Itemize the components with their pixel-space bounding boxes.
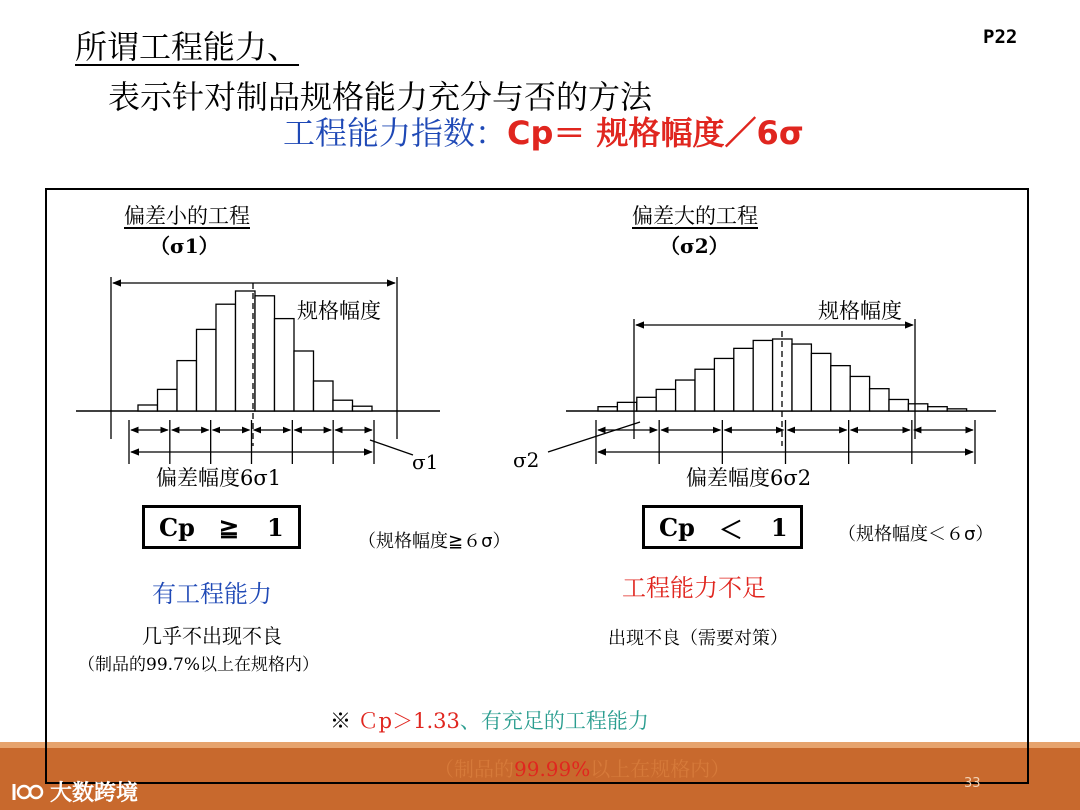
left-cp-value: 1 (267, 512, 284, 542)
left-bar (138, 405, 158, 411)
left-bar (333, 400, 353, 411)
right-bar (850, 376, 869, 411)
left-cp-box (142, 505, 301, 549)
left-cp-text: Cp (159, 512, 195, 542)
right-sigma-label: （σ2） (660, 234, 729, 258)
right-desc-1: 出现不良（需要对策） (608, 628, 788, 649)
right-sigma-pointer (548, 422, 640, 452)
note-line (330, 705, 649, 735)
slide-number: 33 (964, 776, 981, 791)
footer-logo (10, 776, 138, 807)
right-bar (811, 353, 830, 411)
right-cp-box (642, 505, 803, 549)
page-number: P22 (983, 26, 1018, 48)
left-desc-1: 几乎不出现不良 (142, 624, 282, 648)
right-bar (870, 389, 889, 411)
left-cp-operator: ≧ (218, 512, 239, 542)
right-bar (753, 340, 772, 411)
right-bar (947, 409, 966, 411)
left-heading: 偏差小的工程 (124, 204, 250, 228)
right-bar (889, 399, 908, 411)
left-bar (177, 361, 197, 411)
right-bar (792, 344, 811, 411)
left-desc-2: （制品的99.7%以上在规格内） (78, 655, 320, 675)
left-bar (353, 406, 373, 411)
note-cp-text: Ｃp＞1.33 (357, 709, 460, 733)
left-sigma-pointer (370, 440, 413, 455)
left-histogram-group (76, 277, 440, 464)
right-bar (928, 407, 947, 411)
note-sub-open: （制品的 (434, 757, 514, 781)
right-cp-value: 1 (770, 512, 788, 542)
right-bar (656, 389, 675, 411)
left-bar (158, 389, 178, 411)
left-bar (236, 291, 256, 411)
right-sigma-marker: σ2 (513, 448, 540, 472)
left-bar (197, 329, 217, 411)
right-verdict: 工程能力不足 (622, 574, 766, 602)
note-sub-close: 以上在规格内） (590, 757, 731, 781)
right-bar (714, 358, 733, 411)
formula-label: 工程能力指数： (283, 114, 508, 152)
right-bar (695, 369, 714, 411)
note-sub-line (434, 753, 730, 782)
right-spec-label: 规格幅度 (818, 299, 902, 323)
right-condition: （规格幅度＜６σ） (838, 524, 994, 545)
left-sigma-marker: σ1 (412, 450, 439, 474)
right-bar (831, 366, 850, 411)
right-width-label: 偏差幅度6σ2 (686, 466, 812, 490)
left-bar (275, 319, 295, 411)
right-histogram-group (548, 319, 996, 464)
right-cp-operator: ＜ (718, 514, 743, 544)
right-heading: 偏差大的工程 (632, 204, 758, 228)
left-verdict: 有工程能力 (152, 580, 272, 608)
left-spec-label: 规格幅度 (297, 299, 381, 323)
note-sub-pct: 99.99% (514, 757, 591, 781)
note-prefix: ※ (330, 709, 351, 733)
left-bar (255, 296, 275, 411)
title-line-1: 所谓工程能力、 (75, 28, 300, 66)
formula-expression: Cp＝ 规格幅度／6σ (507, 114, 804, 152)
left-sigma-label: （σ1） (150, 234, 219, 258)
note-suffix: 、有充足的工程能力 (459, 709, 649, 733)
left-bar (314, 381, 334, 411)
logo-icon (10, 780, 44, 804)
right-bar (637, 397, 656, 411)
left-bar (294, 351, 314, 411)
left-bar (216, 304, 236, 411)
right-bar (598, 407, 617, 411)
logo-text: 大数跨境 (50, 781, 139, 806)
right-bar (676, 380, 695, 411)
right-bar (908, 404, 927, 411)
title-line-2: 表示针对制品规格能力充分与否的方法 (108, 78, 653, 116)
left-width-label: 偏差幅度6σ1 (156, 466, 282, 490)
right-bar (734, 348, 753, 411)
left-condition: （规格幅度≧６σ） (358, 531, 511, 552)
right-cp-text: Cp (659, 512, 695, 542)
